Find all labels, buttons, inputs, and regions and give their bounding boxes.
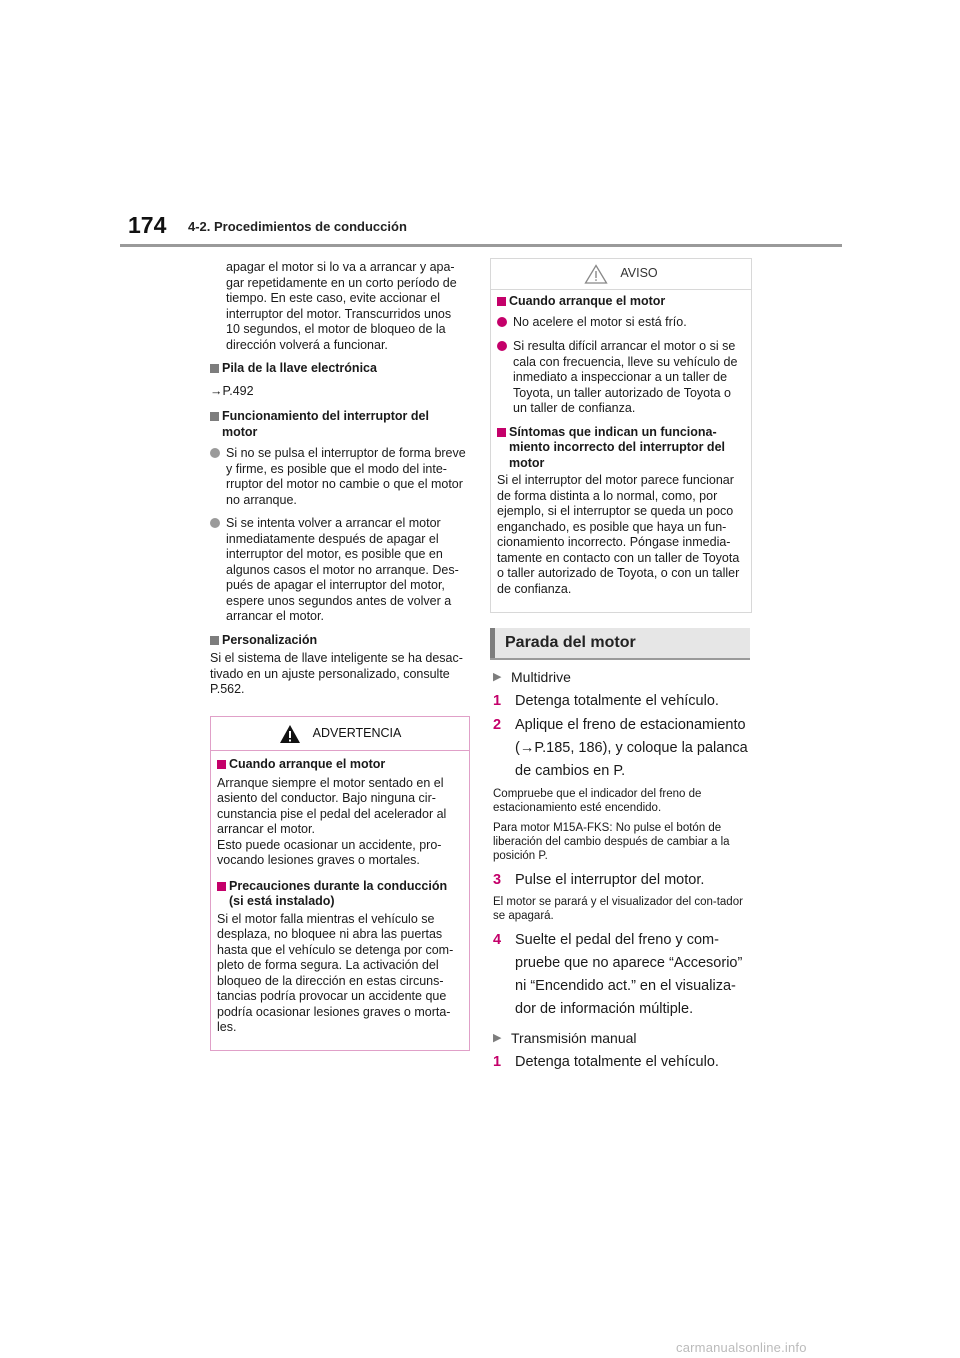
list-item: Si se intenta volver a arrancar el motor inmediatamente después de apagar el interruptor del motor, es posible que en algunos casos el motor no arranque. Des-pués de apagar el interruptor del motor, espere unos segundos antes de volver a arrancar el motor.: [210, 516, 466, 625]
square-bullet-icon: [210, 409, 222, 440]
warning-header: ADVERTENCIA: [211, 717, 469, 751]
manual-step-1: 1 Detenga totalmente el vehículo.: [493, 1054, 719, 1070]
section-heading: Parada del motor: [490, 628, 750, 658]
heading-accent: [490, 628, 495, 658]
header-rule: [120, 244, 842, 247]
left-column: [210, 260, 466, 698]
step-1: 1 Detenga totalmente el vehículo.: [493, 693, 719, 709]
round-bullet-icon: [210, 446, 226, 508]
watermark: carmanualsonline.info: [676, 1340, 807, 1355]
square-bullet-icon: [210, 633, 222, 650]
function-heading: Funcionamiento del interruptor del motor: [210, 409, 466, 440]
round-bullet-icon: [497, 339, 513, 417]
square-bullet-icon: [497, 294, 509, 311]
caution-heading-start: Cuando arranque el motor: [497, 294, 745, 311]
step-2-note-b: Para motor M15A-FKS: No pulse el botón de liberación del cambio después de cambiar a la posición P.: [493, 822, 730, 862]
battery-reference-link[interactable]: →P.492: [210, 383, 254, 398]
page-number: 174: [128, 212, 167, 238]
warning-text-start: Arranque siempre el motor sentado en el asiento del conductor. Bajo ninguna cir-cunstancia pise el pedal del acelerador al arrancar el motor.: [217, 775, 447, 836]
manual-label: ▶ Transmisión manual: [493, 1027, 755, 1049]
warning-heading-driving: Precauciones durante la conducción (si está instalado): [217, 879, 463, 910]
triangle-bullet-icon: ▶: [493, 671, 502, 683]
custom-text: Si el sistema de llave inteligente se ha desac-tivado en un ajuste personalizado, consulte P.562.: [210, 651, 463, 696]
list-item: Si resulta difícil arrancar el motor o si se cala con frecuencia, lleve su vehículo de inmediato a inspeccionar a un taller de Toyota, un taller autorizado de Toyota o un taller de confianza.: [497, 339, 745, 417]
step-4: 4 Suelte el pedal del freno y com-pruebe que no aparece “Accesorio” ni “Encendido act.” en el visualiza-dor de información múltiple.: [493, 932, 743, 1017]
warning-heading-start: Cuando arranque el motor: [217, 757, 463, 774]
square-bullet-icon: [497, 425, 509, 472]
warning-box: [210, 716, 470, 1051]
caution-text-malfunction: Si el interruptor del motor parece funcionar de forma distinta a lo normal, como, por ejemplo, si el interruptor se queda un poco enganchado, es posible que haya un fun-cionamiento incorrecto. Póngase inmedia-tamente en contacto con un taller de Toyota o taller autorizado de Toyota, o con un taller de confianza.: [497, 473, 740, 596]
square-bullet-icon: [217, 879, 229, 910]
custom-heading: Personalización: [210, 633, 466, 650]
round-bullet-icon: [497, 315, 513, 332]
multidrive-label: ▶ Multidrive: [493, 666, 755, 688]
caution-heading-malfunction: Síntomas que indican un funciona-miento incorrecto del interruptor del motor: [497, 425, 745, 472]
heading-rule: [490, 658, 750, 660]
round-bullet-icon: [210, 516, 226, 625]
triangle-bullet-icon: ▶: [493, 1032, 502, 1044]
battery-heading: Pila de la llave electrónica: [210, 361, 466, 378]
warning-triangle-icon: [279, 724, 301, 744]
list-item: No acelere el motor si está frío.: [497, 315, 745, 332]
square-bullet-icon: [217, 757, 229, 774]
step-2-note-a: Compruebe que el indicador del freno de estacionamiento esté encendido.: [493, 788, 702, 814]
step-2: 2 Aplique el freno de estacionamiento (→P.185, 186), y coloque la palanca de cambios en P.: [493, 717, 748, 779]
square-bullet-icon: [210, 361, 222, 378]
step-3: 3 Pulse el interruptor del motor.: [493, 872, 705, 888]
caution-box: [490, 258, 752, 613]
warning-text-driving: Si el motor falla mientras el vehículo se desplaza, no bloquee ni abra las puertas hasta que el vehículo se detenga por com-pleto de forma segura. La activación del bloqueo de la dirección en estas circuns-tancias podría provocar un accidente que podría ocasionar lesiones graves o morta-les.: [217, 911, 454, 1034]
caution-triangle-icon: [584, 264, 608, 284]
intro-text: apagar el motor si lo va a arrancar y apa-gar repetidamente en un corto período de tiempo. En este caso, evite accionar el interruptor del motor. Transcurridos unos 10 segundos, el motor de bloqueo de la dirección volverá a funcionar.: [226, 260, 457, 352]
section-title: 4-2. Procedimientos de conducción: [188, 219, 407, 234]
list-item: Si no se pulsa el interruptor de forma breve y firme, es posible que el modo del inte-rruptor del motor no cambie o que el motor no arranque.: [210, 446, 466, 508]
warning-text-consequence: Esto puede ocasionar un accidente, pro-vocando lesiones graves o mortales.: [217, 837, 442, 867]
caution-header: AVISO: [491, 259, 751, 290]
step-3-note: El motor se parará y el visualizador del con-tador se apagará.: [493, 896, 743, 922]
stop-steps: [493, 666, 755, 1075]
